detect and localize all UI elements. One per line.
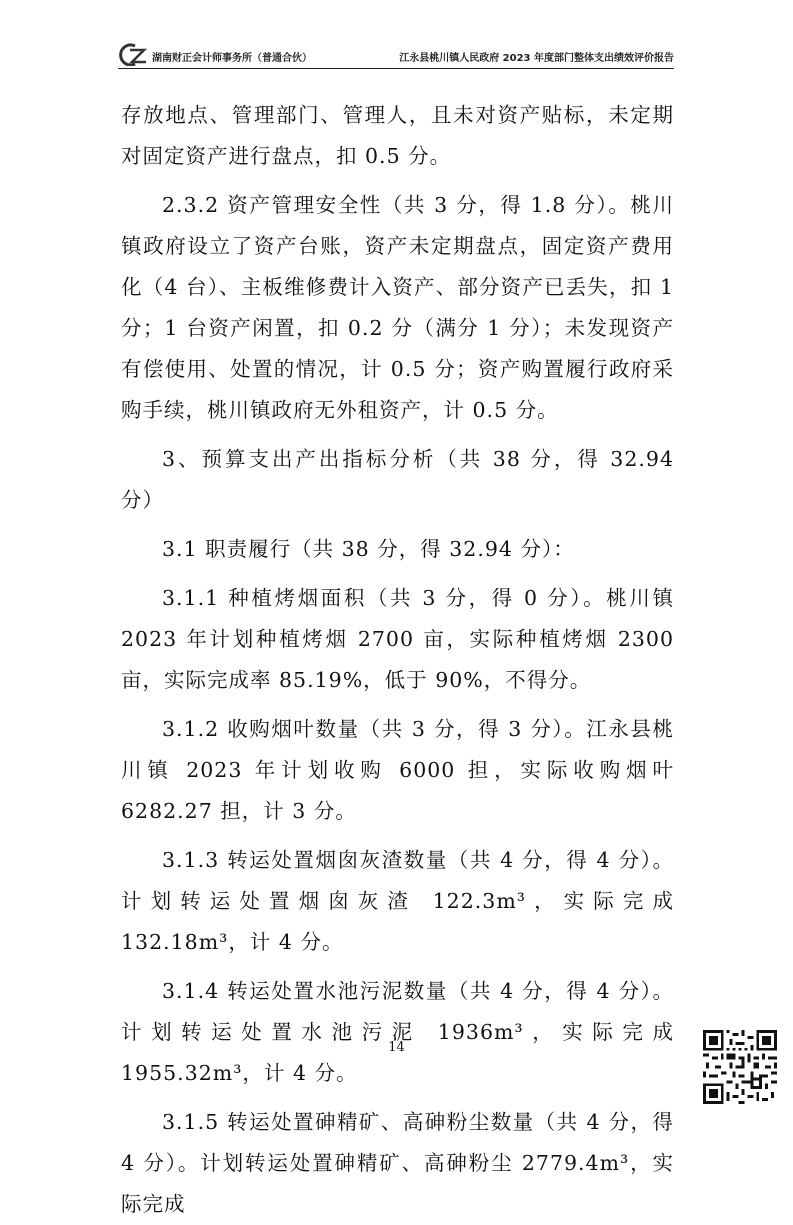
page-number: 14 bbox=[388, 1040, 405, 1055]
paragraph: 3.1.3 转运处置烟囱灰渣数量（共 4 分，得 4 分）。计划转运处置烟囱灰渣 122.3m³，实际完成 132.18m³，计 4 分。 bbox=[121, 848, 674, 954]
document-body bbox=[121, 95, 674, 1225]
qr-code-icon bbox=[703, 1030, 777, 1104]
firm-name: 湖南财正会计师事务所（普通合伙） bbox=[152, 53, 312, 64]
subsection-heading: 3.1 职责履行（共 38 分，得 32.94 分）： bbox=[162, 537, 575, 561]
paragraph: 2.3.2 资产管理安全性（共 3 分，得 1.8 分）。桃川镇政府设立了资产台账，资产未定期盘点，固定资产费用化（4 台）、主板维修费计入资产、部分资产已丢失，扣 1 分；1 台资产闲置，扣 0.2 分（满分 1 分）；未发现资产有偿使用、处置的情况，计 0.5 分；资产购置履行政府采购手续，桃川镇政府无外租资产，计 0.5 分。 bbox=[121, 193, 674, 422]
paragraph: 3.1.1 种植烤烟面积（共 3 分，得 0 分）。桃川镇 2023 年计划种植烤烟 2700 亩，实际种植烤烟 2300 亩，实际完成率 85.19%，低于 90%，不得分。 bbox=[121, 586, 674, 692]
paragraph: 3.1.2 收购烟叶数量（共 3 分，得 3 分）。江永县桃川镇 2023 年计划收购 6000 担，实际收购烟叶 6282.27 担，计 3 分。 bbox=[121, 717, 674, 823]
paragraph: 存放地点、管理部门、管理人，且未对资产贴标，未定期对固定资产进行盘点，扣 0.5 分。 bbox=[121, 103, 674, 168]
paragraph: 3.1.5 转运处置砷精矿、高砷粉尘数量（共 4 分，得 4 分）。计划转运处置砷精矿、高砷粉尘 2779.4m³，实际完成 bbox=[121, 1110, 674, 1216]
paragraph: 3.1.4 转运处置水池污泥数量（共 4 分，得 4 分）。计划转运处置水池污泥 1936m³，实际完成 1955.32m³，计 4 分。 bbox=[121, 979, 674, 1085]
firm-logo-icon bbox=[118, 42, 152, 66]
report-title: 江永县桃川镇人民政府 2023 年度部门整体支出绩效评价报告 bbox=[399, 53, 674, 64]
page-header bbox=[118, 40, 674, 69]
section-heading: 3、预算支出产出指标分析（共 38 分，得 32.94 分） bbox=[121, 447, 674, 512]
